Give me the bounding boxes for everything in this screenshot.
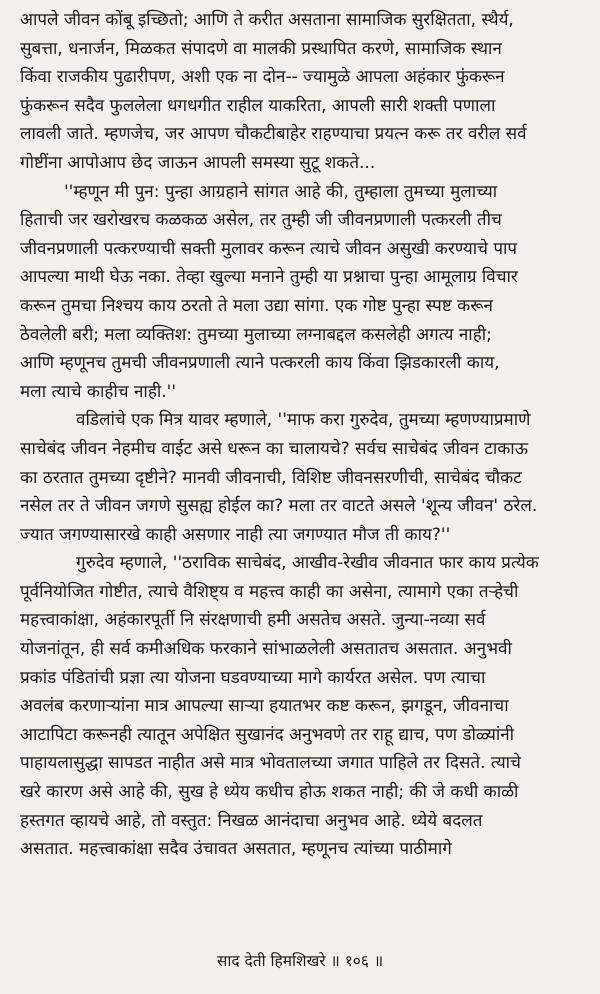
paragraph-start: गुरुदेव म्हणाले, ''ठराविक साचेबंद, आखीव-रेखीव जीवनात फार काय प्रत्येक [76, 553, 539, 574]
text-line: आणि म्हणूनच तुमची जीवनप्रणाली त्याने पत्करली काय किंवा झिडकारली काय, [20, 353, 500, 374]
text-line: योजनांतून, ही सर्व कमीअधिक फरकाने सांभाळलेली असतातच असतात. अनुभवी [20, 639, 512, 660]
text-line: आटापिटा करूनही त्यातून अपेक्षित सुखानंद अनुभवणे तर राहू द्याच, पण डोळ्यांनी [20, 724, 515, 745]
text-line: ज्यात जगण्यासारखे काही असणार नाही त्या जगण्यात मौज ती काय?'' [20, 524, 451, 545]
text-line: लावली जाते. म्हणजेच, जर आपण चौकटीबाहेर राहण्याचा प्रयत्न करू तर वरील सर्व [20, 124, 527, 145]
body-text [20, 6, 586, 864]
text-line: हिताची जर खरोखरच कळकळ असेल, तर तुम्ही जी जीवनप्रणाली पत्करली तीच [20, 210, 502, 231]
text-line: खरे कारण असे आहे की, सुख हे ध्येय कधीच होऊ शकत नाही; की जे कधी काळी [20, 782, 519, 803]
text-line: गोष्टींना आपोआप छेद जाऊन आपली समस्या सुटू शकते... [20, 152, 376, 173]
text-line: जीवनप्रणाली पत्करण्याची सक्ती मुलावर करून त्याचे जीवन असुखी करण्याचे पाप [20, 238, 518, 259]
text-line: प्रकांड पंडितांची प्रज्ञा त्या योजना घडवण्याच्या मागे कार्यरत असेल. पण त्याचा [20, 667, 486, 688]
text-line: महत्त्वाकांक्षा, अहंकारपूर्ती नि संरक्षणाची हमी असतेच असते. जुन्या-नव्या सर्व [20, 610, 486, 631]
text-line: करून तुमचा निश्चय काय ठरतो ते मला उद्या सांगा. एक गोष्ट पुन्हा स्पष्ट करून [20, 295, 493, 316]
text-line: पूर्वनियोजित गोष्टीत, त्याचे वैशिष्ट्य व महत्त्व काही का असेना, त्यामागे एका तऱ्हेची [20, 581, 519, 602]
text-line: असतात. महत्त्वाकांक्षा सदैव उंचावत असतात, म्हणूनच त्यांच्या पाठीमागे [20, 839, 452, 860]
page-footer: साद देती हिमशिखरे ॥ १०६ ॥ [216, 952, 384, 970]
text-line: आपले जीवन कोंबू इच्छितो; आणि ते करीत असताना सामाजिक सुरक्षितता, स्थैर्य, [20, 10, 514, 30]
text-line: अवलंब करणाऱ्यांना मात्र आपल्या साऱ्या हयातभर कष्ट करून, झगडून, जीवनाचा [20, 696, 509, 717]
text-line: सुबत्ता, धनार्जन, मिळकत संपादणे वा मालकी प्रस्थापित करणे, सामाजिक स्थान [20, 38, 502, 59]
text-line: फुंकरून सदैव फुललेला धगधगीत राहील याकरिता, आपली सारी शक्ती पणाला [20, 95, 496, 116]
text-line: का ठरतात तुमच्या दृष्टीने? मानवी जीवनाची, विशिष्ट जीवनसरणीची, साचेबंद चौकट [20, 467, 522, 488]
text-line: आपल्या माथी घेऊ नका. तेव्हा खुल्या मनाने तुम्ही या प्रश्नाचा पुन्हा आमूलाग्र विचार [20, 267, 518, 288]
text-line: ठेवलेली बरी; मला व्यक्तिश: तुमच्या मुलाच्या लग्नाबद्दल कसलेही अगत्य नाही; [20, 324, 492, 345]
paragraph-start: ''म्हणून मी पुन: पुन्हा आग्रहाने सांगत आहे की, तुम्हाला तुमच्या मुलाच्या [64, 181, 498, 202]
text-line: मला त्याचे काहीच नाही.'' [20, 381, 176, 402]
text-line: किंवा राजकीय पुढारीपण, अशी एक ना दोन-- ज्यामुळे आपला अहंकार फुंकरून [20, 67, 505, 88]
text-line: हस्तगत व्हायचे आहे, तो वस्तुत: निखळ आनंदाचा अनुभव आहे. ध्येये बदलत [20, 810, 483, 831]
paragraph-start: वडिलांचे एक मित्र यावर म्हणाले, ''माफ करा गुरुदेव, तुमच्या म्हणण्याप्रमाणे [76, 410, 531, 431]
text-line: पाहायलासुद्धा सापडत नाहीत असे मात्र भोवतालच्या जगात पाहिले तर दिसते. त्याचे [20, 753, 521, 774]
text-line: नसेल तर ते जीवन जगणे सुसह्य होईल का? मला तर वाटते असले 'शून्य जीवन' ठरेल. [20, 496, 538, 517]
text-line: साचेबंद जीवन नेहमीच वाईट असे धरून का चालायचे? सर्वच साचेबंद जीवन टाकाऊ [20, 438, 529, 459]
